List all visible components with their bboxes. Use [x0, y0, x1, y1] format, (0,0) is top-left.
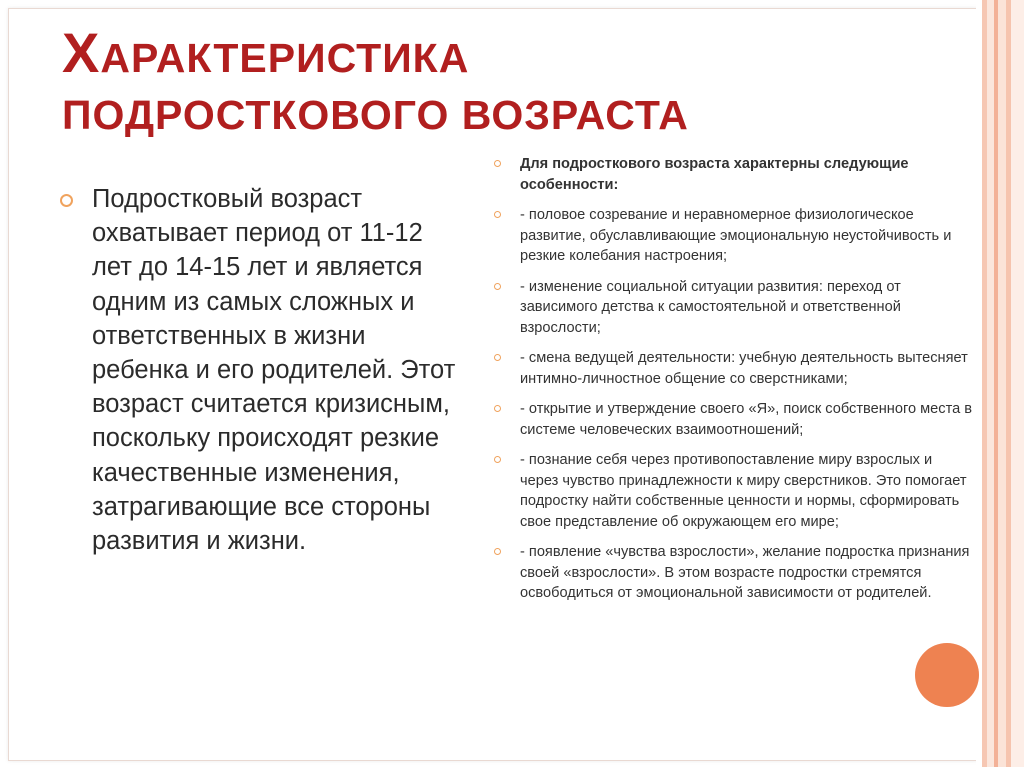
ring-bullet-icon — [494, 456, 501, 463]
list-item — [492, 277, 972, 339]
slide-title — [62, 22, 689, 139]
list-item-text: Для подросткового возраста характерны следующие особенности: — [520, 156, 909, 193]
ring-bullet-icon — [494, 548, 501, 555]
ring-bullet-icon — [60, 194, 73, 207]
list-item-text: - половое созревание и неравномерное физиологическое развитие, обуславливающие эмоциональную неустойчивость и резкие колебания настроения; — [520, 207, 952, 264]
decorative-stripes — [976, 0, 1024, 767]
right-bullet-list — [492, 154, 972, 604]
list-item-text: - познание себя через противопоставление миру взрослых и через чувство принадлежности к миру сверстников. Это помогает подростку найти собственные ценности и нормы, сформировать свое представление об окружающем его мире; — [520, 452, 967, 530]
title-first-letter: Х — [62, 21, 101, 84]
ring-bullet-icon — [494, 283, 501, 290]
list-item-lead — [492, 154, 972, 195]
list-item — [492, 399, 972, 440]
ring-bullet-icon — [494, 354, 501, 361]
decorative-orange-circle — [915, 643, 979, 707]
list-item — [492, 348, 972, 389]
list-item-text: - изменение социальной ситуации развития: переход от зависимого детства к самостоятельной и ответственной взрослости; — [520, 278, 901, 336]
list-item — [492, 450, 972, 532]
list-item-text: - появление «чувства взрослости», желание подростка признания своей «взрослости». В этом возрасте подростки стремятся освободиться от эмоциональной зависимости от родителей. — [520, 544, 970, 601]
title-line2: ПОДРОСТКОВОГО ВОЗРАСТА — [62, 91, 689, 138]
list-item-text: - смена ведущей деятельности: учебную деятельность вытесняет интимно-личностное общение со сверстниками; — [520, 350, 968, 387]
left-bullet-text: Подростковый возраст охватывает период от 11-12 лет до 14-15 лет и является одним из самых сложных и ответственных в жизни ребенка и его родителей. Этот возраст считается кризисным, поскольку происходят резкие качественные изменения, затрагивающие все стороны развития и жизни. — [92, 185, 456, 556]
ring-bullet-icon — [494, 405, 501, 412]
list-item — [492, 542, 972, 604]
list-item — [492, 205, 972, 267]
list-item-text: - открытие и утверждение своего «Я», поиск собственного места в системе человеческих взаимоотношений; — [520, 401, 973, 438]
left-bullet-block — [60, 182, 460, 558]
ring-bullet-icon — [494, 211, 501, 218]
ring-bullet-icon — [494, 160, 501, 167]
title-line1-rest: АРАКТЕРИСТИКА — [100, 35, 470, 81]
